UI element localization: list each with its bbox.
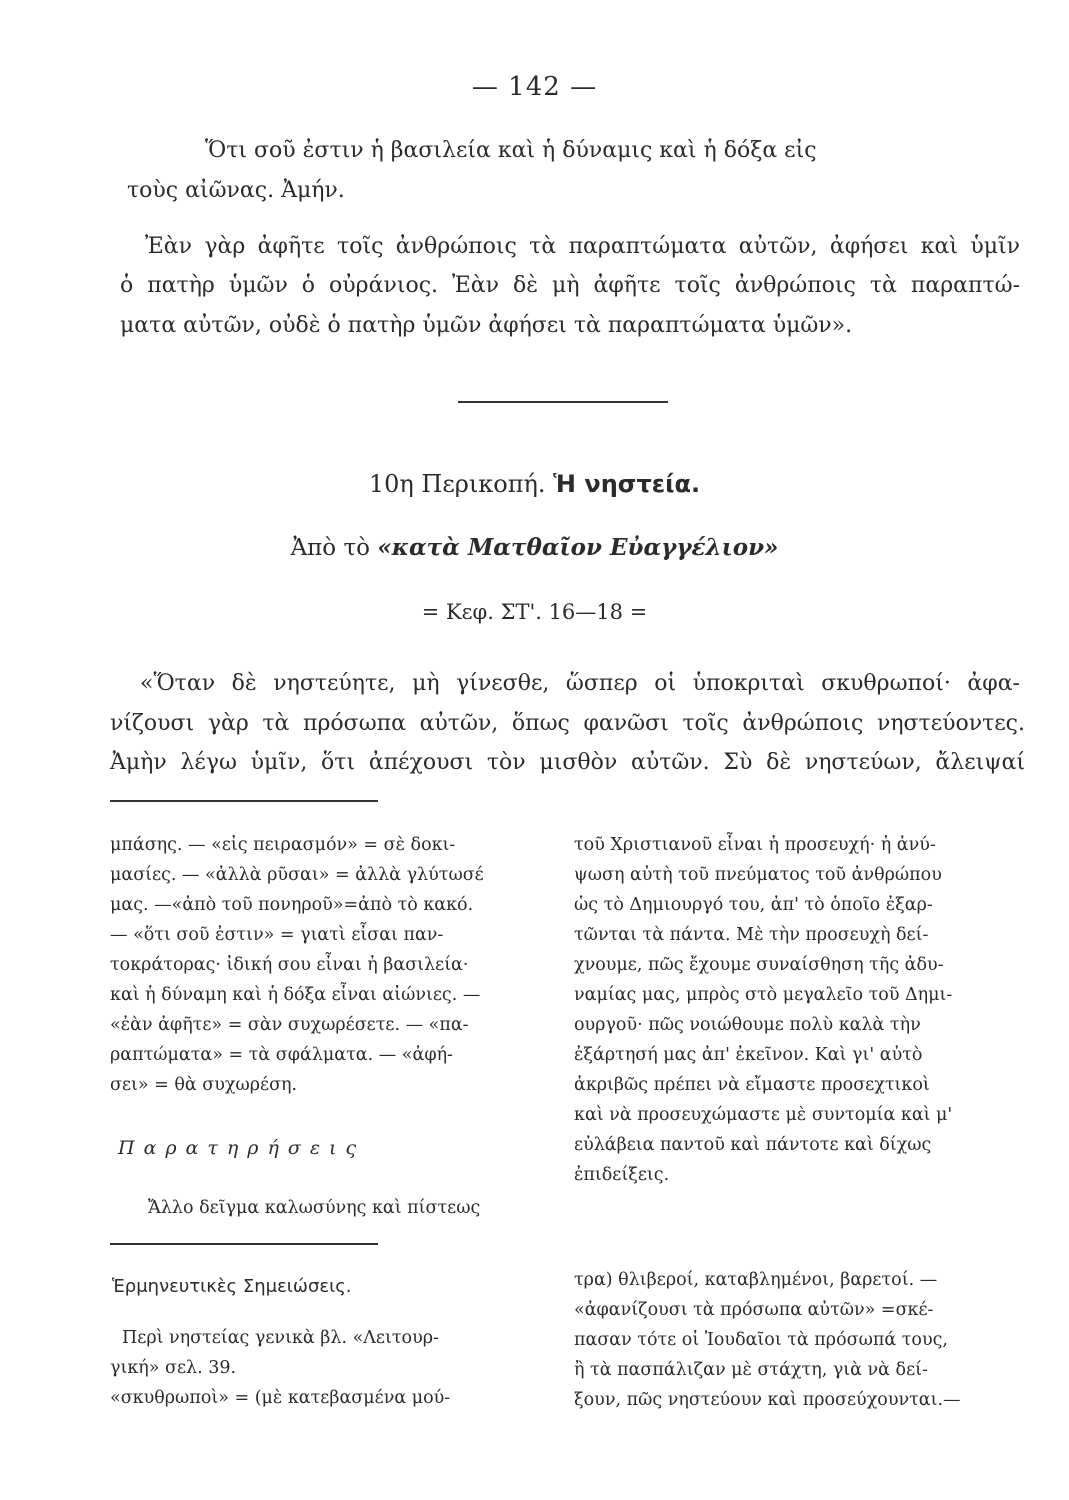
text-line: Ἀμὴν λέγω ὑμῖν, ὅτι ἀπέχουσι τὸν μισθὸν αὐτῶν. Σὺ δὲ νηστεύων, ἄλειψαί (110, 750, 1025, 775)
chapter-reference: = Κεφ. ΣΤ'. 16—18 = (421, 600, 648, 624)
note-line: σει» = θὰ συχωρέση. (110, 1075, 298, 1095)
section-title (0, 470, 1069, 498)
page-number: — 142 — (471, 72, 598, 102)
note-line: ἐπιδείξεις. (574, 1165, 670, 1185)
note-line: τρα) θλιβεροί, καταβλημένοι, βαρετοί. — (574, 1270, 938, 1290)
section-divider (458, 401, 668, 403)
bottom-left-column (110, 1323, 542, 1413)
footnote-divider (110, 1243, 378, 1245)
note-line: ἐξάρτησή μας ἀπ' ἐκεῖνον. Καὶ γι' αὐτὸ (574, 1045, 923, 1065)
note-line: τοῦ Χριστιανοῦ εἶναι ἡ προσευχή· ἡ ἀνύ- (574, 835, 936, 855)
note-line: μας. —«ἀπὸ τοῦ πονηροῦ»=ἀπὸ τὸ κακό. (110, 895, 474, 915)
observations-line (148, 1193, 543, 1223)
subtitle-plain: Ἀπὸ τὸ (290, 535, 371, 561)
note-line: «ἀφανίζουσι τὰ πρόσωπα αὐτῶν» =σκέ- (574, 1300, 934, 1320)
section-title-plain: 10η Περικοπή. (368, 470, 546, 498)
note-line: ουργοῦ· πῶς νοιώθουμε πολὺ καλὰ τὴν (574, 1015, 921, 1035)
text-line: ὁ πατὴρ ὑμῶν ὁ οὐράνιος. Ἐὰν δὲ μὴ ἀφῆτε τοῖς ἀνθρώποις τὰ παραπτώ- (120, 273, 1020, 298)
note-line: εὐλάβεια παντοῦ καὶ πάντοτε καὶ δίχως (574, 1135, 932, 1155)
note-line: καὶ ἡ δύναμη καὶ ἡ δόξα εἶναι αἰώνιες. — (110, 985, 481, 1005)
notes-left-column (110, 830, 542, 1100)
note-line: «σκυθρωποὶ» = (μὲ κατεβασμένα μού- (110, 1388, 451, 1408)
notes-right-column (574, 830, 1024, 1190)
note-line: χνουμε, πῶς ἔχουμε συναίσθηση τῆς ἀδυ- (574, 955, 944, 975)
note-line: ἢ τὰ πασπάλιζαν μὲ στάχτη, γιὰ νὰ δεί- (574, 1360, 928, 1380)
text-line: τοὺς αἰῶνας. Ἀμήν. (127, 178, 345, 203)
text-line: νίζουσι γὰρ τὰ πρόσωπα αὐτῶν, ὅπως φανῶσι τοῖς ἀνθρώποις νηστεύοντες. (110, 711, 1025, 736)
note-line: ἀκριβῶς πρέπει νὰ εἴμαστε προσεχτικοὶ (574, 1075, 930, 1095)
note-line: πασαν τότε οἱ Ἰουδαῖοι τὰ πρόσωπά τους, (574, 1330, 948, 1350)
note-line: ραπτώματα» = τὰ σφάλματα. — «ἀφή- (110, 1045, 453, 1065)
section-title-bold: Ἡ νηστεία. (553, 470, 701, 498)
note-line: ξουν, πῶς νηστεύουν καὶ προσεύχουνται.— (574, 1390, 961, 1410)
note-line: Περὶ νηστείας γενικὰ βλ. «Λειτουρ- (122, 1328, 439, 1348)
note-line: Ἄλλο δεῖγμα καλωσύνης καὶ πίστεως (148, 1198, 481, 1218)
subtitle-italic: «κατὰ Ματθαῖον Εὐαγγέλιον» (377, 534, 779, 561)
text-line: ματα αὐτῶν, οὐδὲ ὁ πατὴρ ὑμῶν ἀφήσει τὰ παραπτώματα ὑμῶν». (120, 313, 853, 338)
note-line: μασίες. — «ἀλλὰ ρῦσαι» = ἀλλὰ γλύτωσέ (110, 865, 484, 885)
footnote-divider (110, 800, 378, 802)
interpretive-heading: Ἑρμηνευτικὲς Σημειώσεις. (112, 1276, 352, 1297)
note-line: «ἐὰν ἀφῆτε» = σὰν συχωρέσετε. — «πα- (110, 1015, 469, 1035)
text-line: Ὅτι σοῦ ἐστιν ἡ βασιλεία καὶ ἡ δύναμις καὶ ἡ δόξα εἰς (205, 138, 817, 163)
note-line: — «ὅτι σοῦ ἐστιν» = γιατὶ εἶσαι παν- (110, 925, 444, 945)
note-line: μπάσης. — «εἰς πειρασμόν» = σὲ δοκι- (110, 835, 456, 855)
note-line: τοκράτορας· ἰδική σου εἶναι ἡ βασιλεία· (110, 955, 469, 975)
note-line: τῶνται τὰ πάντα. Μὲ τὴν προσευχὴ δεί- (574, 925, 929, 945)
text-line: «Ὅταν δὲ νηστεύητε, μὴ γίνεσθε, ὥσπερ οἱ ὑποκριταὶ σκυθρωποί· ἀφα- (140, 671, 1020, 696)
section-subtitle (0, 534, 1069, 561)
note-line: ναμίας μας, μπρὸς στὸ μεγαλεῖο τοῦ Δημι- (574, 985, 953, 1005)
observations-heading: Παρατηρήσεις (118, 1137, 366, 1159)
note-line: ψωση αὐτὴ τοῦ πνεύματος τοῦ ἀνθρώπου (574, 865, 942, 885)
note-line: γική» σελ. 39. (110, 1358, 237, 1378)
text-line: Ἐὰν γὰρ ἀφῆτε τοῖς ἀνθρώποις τὰ παραπτώματα αὐτῶν, ἀφήσει καὶ ὑμῖν (145, 234, 1020, 259)
note-line: καὶ νὰ προσευχώμαστε μὲ συντομία καὶ μ' (574, 1105, 953, 1125)
bottom-right-column (574, 1265, 1024, 1415)
note-line: ὡς τὸ Δημιουργό του, ἀπ' τὸ ὁποῖο ἐξαρ- (574, 895, 933, 915)
